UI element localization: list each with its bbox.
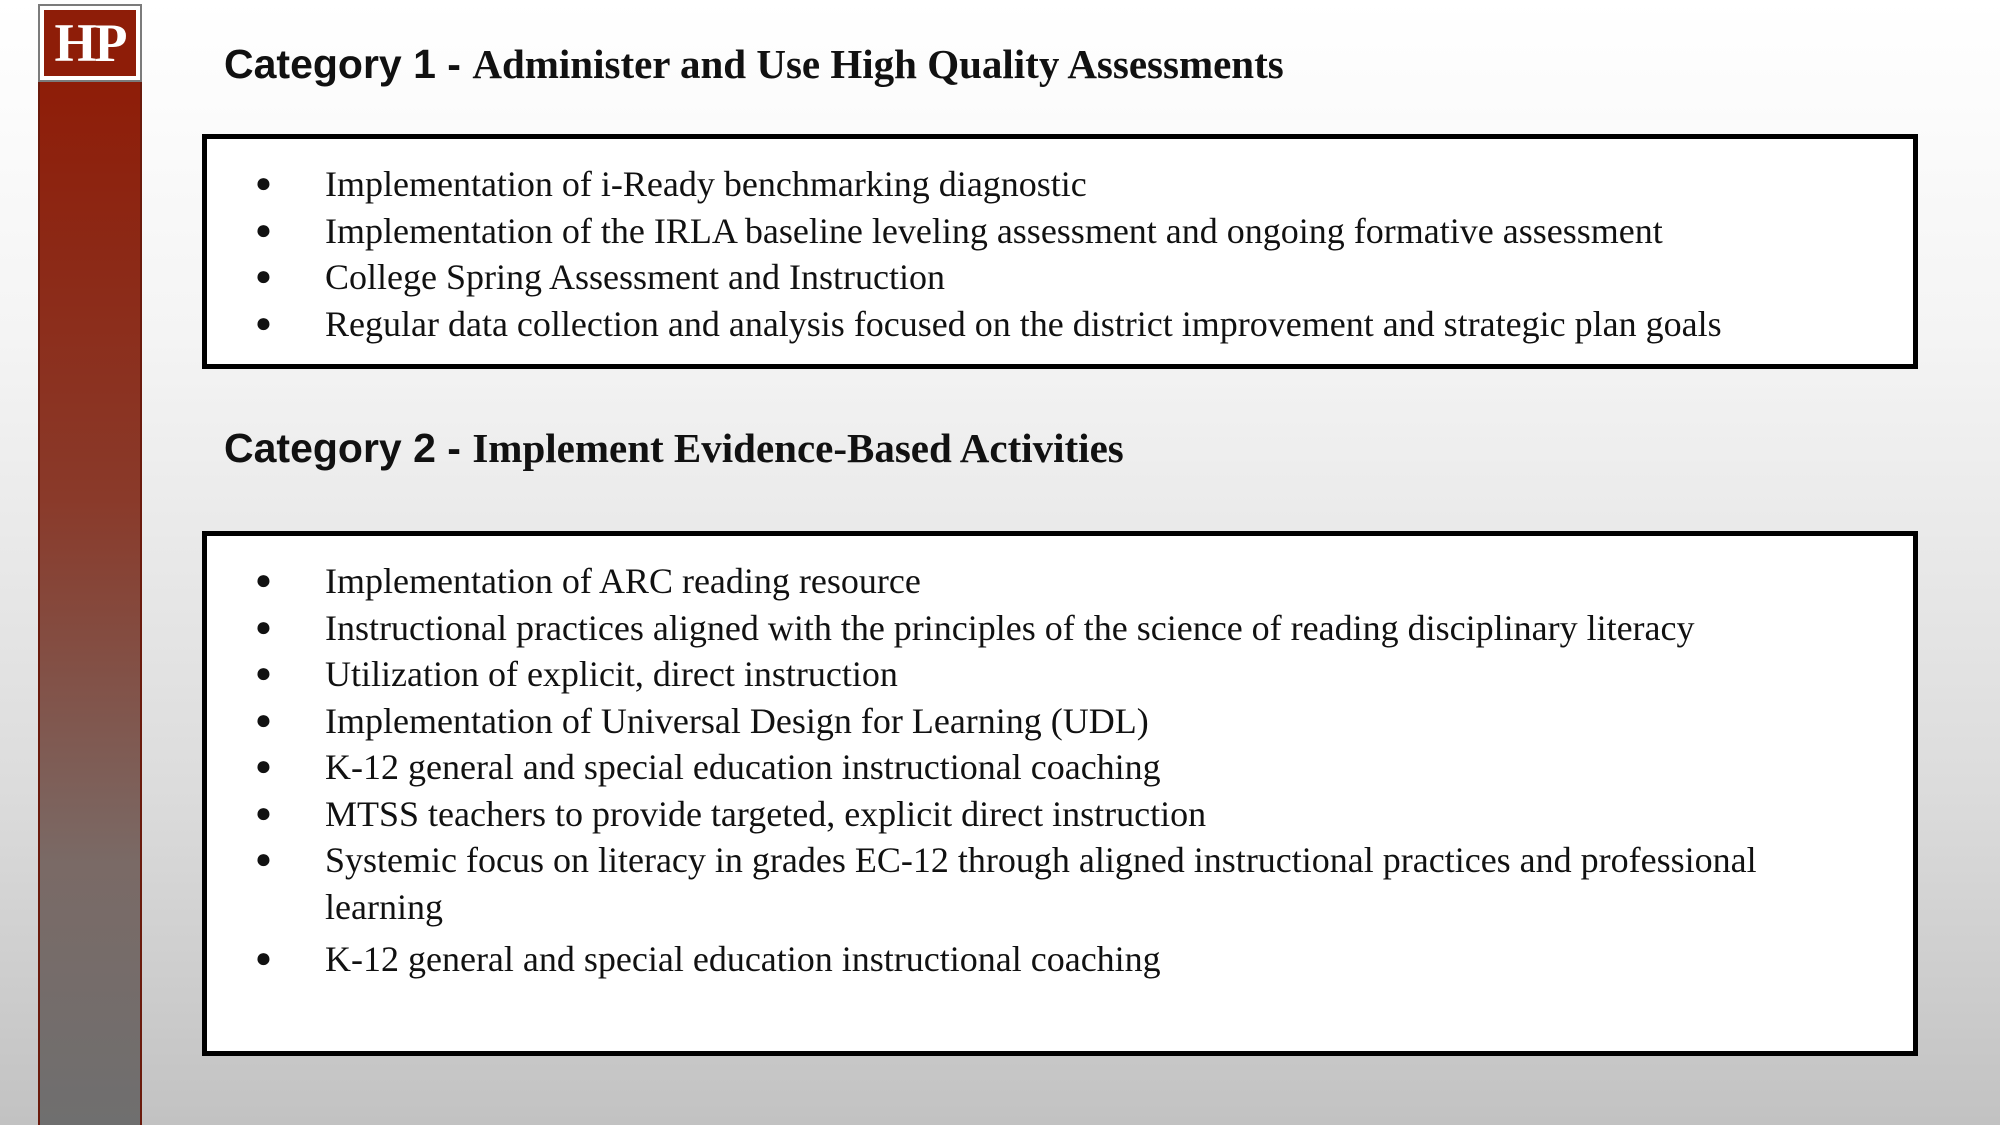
category-2-heading — [224, 424, 1124, 472]
bullet-icon: ● — [255, 565, 272, 596]
bullet-icon: ● — [255, 307, 272, 339]
list-item — [207, 254, 1913, 301]
category-2-list — [207, 536, 1913, 983]
bullet-icon: ● — [255, 261, 272, 292]
list-item-text: Systemic focus on literacy in grades EC-12 through aligned instructional practices and professional learning — [325, 840, 1757, 927]
bullet-icon: ● — [255, 611, 272, 643]
category-2-label: Category 2 - — [224, 425, 473, 471]
list-item — [207, 161, 1913, 208]
bullet-icon: ● — [255, 214, 272, 246]
list-item-text: Regular data collection and analysis focused on the district improvement and strategic plan goals — [325, 303, 1722, 344]
bullet-icon: ● — [255, 168, 272, 199]
category-1-list — [207, 139, 1913, 347]
list-item-text: College Spring Assessment and Instruction — [325, 257, 945, 297]
bullet-icon: ● — [255, 943, 272, 974]
list-item — [207, 936, 1913, 983]
list-item — [207, 744, 1913, 791]
list-item — [207, 301, 1913, 348]
list-item — [207, 837, 1913, 930]
list-item — [207, 605, 1913, 652]
list-item — [207, 208, 1913, 255]
list-item-text: Implementation of Universal Design for Learning (UDL) — [325, 700, 1149, 741]
list-item-text: Implementation of ARC reading resource — [325, 561, 921, 601]
bullet-icon: ● — [255, 704, 272, 736]
category-2-title: Implement Evidence-Based Activities — [472, 425, 1124, 471]
list-item-text: MTSS teachers to provide targeted, explicit direct instruction — [325, 793, 1207, 834]
bullet-icon: ● — [255, 751, 272, 782]
category-1-label: Category 1 - — [224, 41, 473, 87]
list-item-text: K-12 general and special education instructional coaching — [325, 747, 1161, 787]
list-item — [207, 558, 1913, 605]
list-item-text: Implementation of i-Ready benchmarking diagnostic — [325, 164, 1087, 204]
list-item — [207, 651, 1913, 698]
list-item — [207, 698, 1913, 745]
category-2-box — [202, 531, 1918, 1056]
list-item-text: Utilization of explicit, direct instruction — [325, 654, 898, 694]
list-item-text: K-12 general and special education instructional coaching — [325, 939, 1161, 979]
list-item-text: Instructional practices aligned with the principles of the science of reading disciplinary literacy — [325, 607, 1695, 648]
list-item — [207, 791, 1913, 838]
category-1-heading — [224, 40, 1284, 88]
list-item-text: Implementation of the IRLA baseline leveling assessment and ongoing formative assessment — [325, 210, 1663, 251]
side-accent-bar — [38, 82, 142, 1125]
bullet-icon: ● — [255, 797, 272, 829]
category-1-box — [202, 134, 1918, 369]
bullet-icon: ● — [255, 844, 272, 875]
hp-logo — [38, 4, 142, 82]
category-1-title: Administer and Use High Quality Assessments — [472, 41, 1284, 87]
hp-logo-text: HP — [44, 10, 136, 76]
bullet-icon: ● — [255, 658, 272, 689]
